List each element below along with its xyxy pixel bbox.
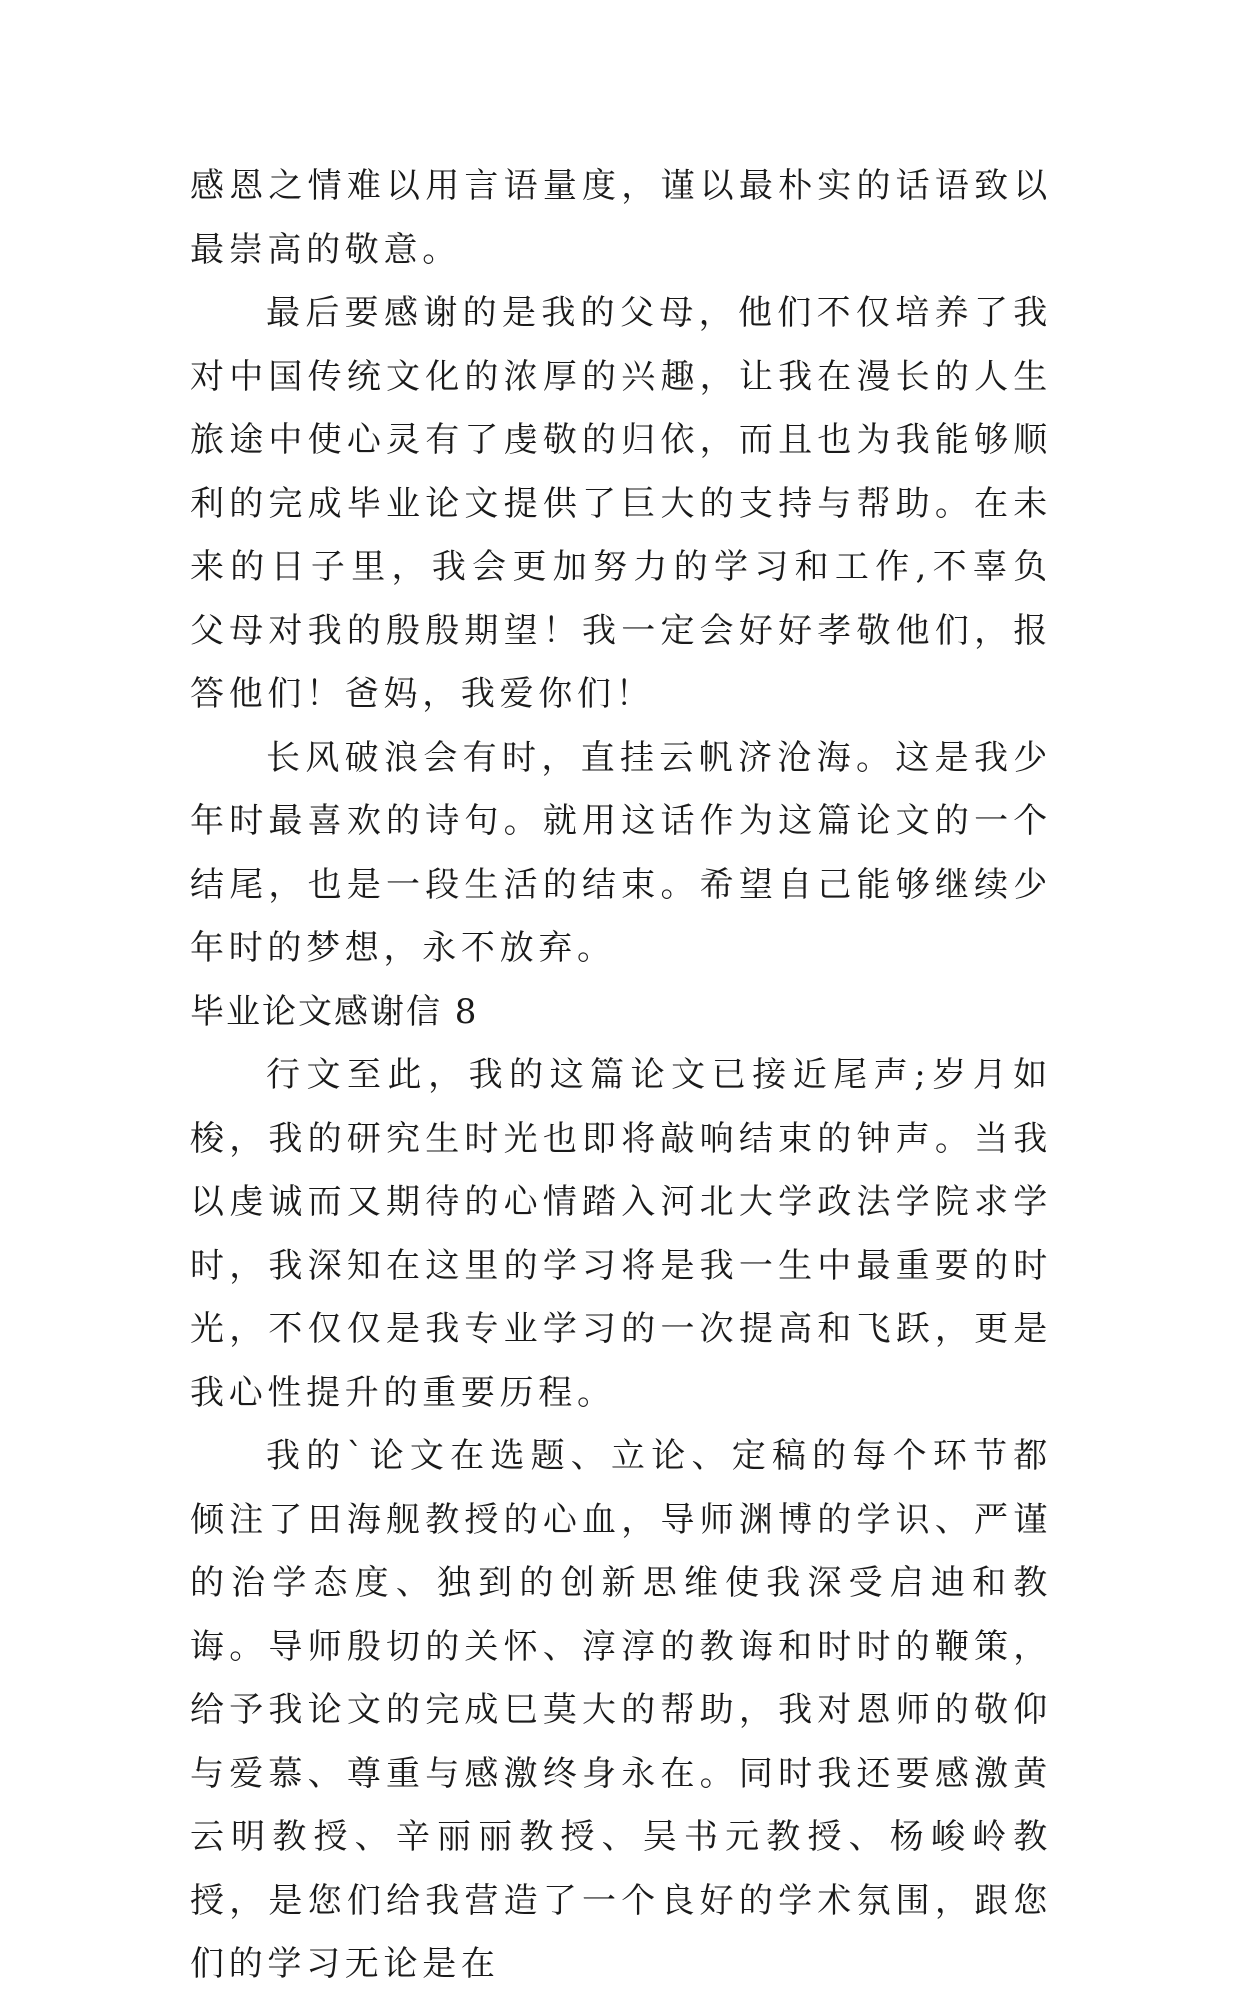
paragraph-thanks-parents: 最后要感谢的是我的父母，他们不仅培养了我对中国传统文化的浓厚的兴趣，让我在漫长的人生旅途中使心灵有了虔敬的归依，而且也为我能够顺利的完成毕业论文提供了巨大的支持与帮助。在未来的日子里，我会更加努力的学习和工作,不辜负父母对我的殷殷期望！我一定会好好孝敬他们，报答他们！爸妈，我爱你们！ — [190, 293, 1052, 714]
paragraph-poem-ending: 长风破浪会有时，直挂云帆济沧海。这是我少年时最喜欢的诗句。就用这话作为这篇论文的一个结尾，也是一段生活的结束。希望自己能够继续少年时的梦想，永不放弃。 — [190, 737, 1052, 968]
section-heading: 毕业论文感谢信 8 — [190, 991, 479, 1032]
paragraph-thanks-advisor: 我的`论文在选题、立论、定稿的每个环节都倾注了田海舰教授的心血，导师渊博的学识、严谨的治学态度、独到的创新思维使我深受启迪和教诲。导师殷切的关怀、淳淳的教诲和时时的鞭策，给予我论文的完成巳莫大的帮助，我对恩师的敬仰与爱慕、尊重与感激终身永在。同时我还要感激黄云明教授、辛丽丽教授、吴书元教授、杨峻岭教授，是您们给我营造了一个良好的学术氛围，跟您们的学习无论是在 — [190, 1436, 1052, 1984]
paragraph-gratitude-closing: 感恩之情难以用言语量度，谨以最朴实的话语致以最崇高的敬意。 — [190, 166, 1052, 270]
paragraph-thesis-nearing-end: 行文至此，我的这篇论文已接近尾声;岁月如梭，我的研究生时光也即将敲响结束的钟声。当我以虔诚而又期待的心情踏入河北大学政法学院求学时，我深知在这里的学习将是我一生中最重要的时光，不仅仅是我专业学习的一次提高和飞跃，更是我心性提升的重要历程。 — [190, 1055, 1052, 1413]
document-body — [190, 155, 1052, 1997]
